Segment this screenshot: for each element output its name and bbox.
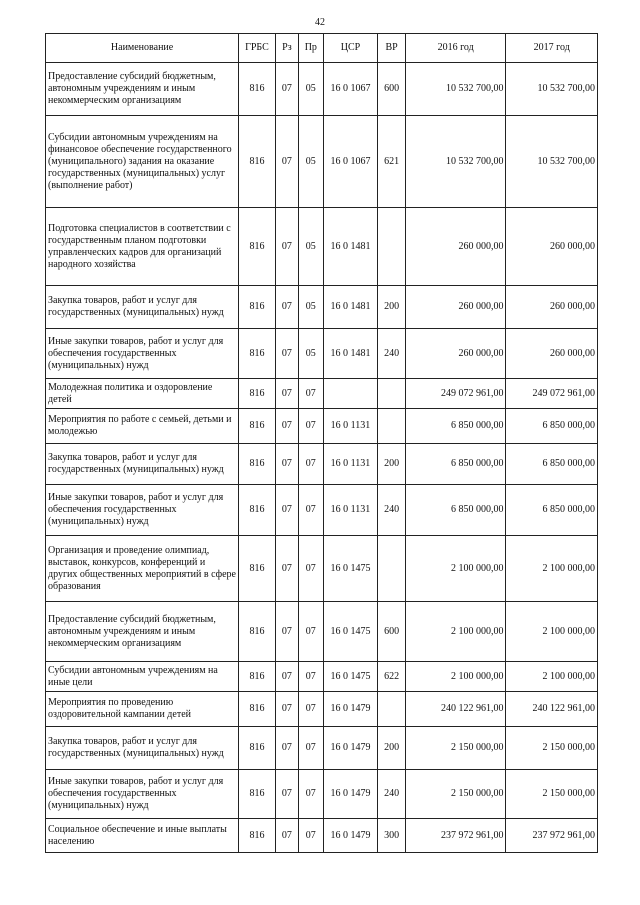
row-vr bbox=[378, 409, 405, 444]
row-pr: 05 bbox=[299, 286, 323, 329]
row-pr: 07 bbox=[299, 444, 323, 485]
row-grbs: 816 bbox=[239, 536, 276, 602]
row-rz: 07 bbox=[275, 116, 298, 208]
row-grbs: 816 bbox=[239, 662, 276, 692]
table-row bbox=[46, 536, 598, 602]
row-vr bbox=[378, 379, 405, 409]
row-vr: 240 bbox=[378, 485, 405, 536]
row-csr: 16 0 1131 bbox=[323, 444, 378, 485]
row-csr: 16 0 1481 bbox=[323, 329, 378, 379]
table-row bbox=[46, 329, 598, 379]
row-2016: 2 100 000,00 bbox=[405, 602, 506, 662]
row-grbs: 816 bbox=[239, 485, 276, 536]
row-vr: 622 bbox=[378, 662, 405, 692]
table-row bbox=[46, 485, 598, 536]
header-csr: ЦСР bbox=[323, 34, 378, 63]
page-number: 42 bbox=[315, 17, 325, 28]
row-2017: 260 000,00 bbox=[506, 329, 598, 379]
row-csr: 16 0 1475 bbox=[323, 662, 378, 692]
row-grbs: 816 bbox=[239, 770, 276, 819]
row-grbs: 816 bbox=[239, 692, 276, 727]
row-vr: 200 bbox=[378, 727, 405, 770]
row-rz: 07 bbox=[275, 329, 298, 379]
row-2016: 249 072 961,00 bbox=[405, 379, 506, 409]
row-2016: 237 972 961,00 bbox=[405, 819, 506, 853]
row-2016: 240 122 961,00 bbox=[405, 692, 506, 727]
row-vr: 300 bbox=[378, 819, 405, 853]
row-name: Мероприятия по работе с семьей, детьми и молодежью bbox=[46, 409, 239, 444]
row-name: Иные закупки товаров, работ и услуг для обеспечения государственных (муниципальных) нужд bbox=[46, 770, 239, 819]
row-pr: 05 bbox=[299, 329, 323, 379]
row-2017: 249 072 961,00 bbox=[506, 379, 598, 409]
row-grbs: 816 bbox=[239, 602, 276, 662]
row-name: Субсидии автономным учреждениям на финансовое обеспечение государственного (муниципального) задания на оказание государственных (муниципальных) услуг (выполнение работ) bbox=[46, 116, 239, 208]
row-csr: 16 0 1067 bbox=[323, 116, 378, 208]
row-csr: 16 0 1479 bbox=[323, 819, 378, 853]
row-name: Закупка товаров, работ и услуг для государственных (муниципальных) нужд bbox=[46, 444, 239, 485]
row-name: Организация и проведение олимпиад, выставок, конкурсов, конференций и других общественных мероприятий в сфере образования bbox=[46, 536, 239, 602]
row-grbs: 816 bbox=[239, 329, 276, 379]
row-name: Иные закупки товаров, работ и услуг для обеспечения государственных (муниципальных) нужд bbox=[46, 329, 239, 379]
row-vr: 200 bbox=[378, 444, 405, 485]
header-grbs: ГРБС bbox=[239, 34, 276, 63]
row-2016: 260 000,00 bbox=[405, 329, 506, 379]
table-row bbox=[46, 444, 598, 485]
row-vr: 600 bbox=[378, 63, 405, 116]
row-pr: 05 bbox=[299, 208, 323, 286]
row-vr: 240 bbox=[378, 329, 405, 379]
row-2017: 6 850 000,00 bbox=[506, 409, 598, 444]
row-pr: 07 bbox=[299, 727, 323, 770]
row-rz: 07 bbox=[275, 485, 298, 536]
row-rz: 07 bbox=[275, 662, 298, 692]
header-row bbox=[46, 34, 598, 63]
table-row bbox=[46, 602, 598, 662]
row-2016: 10 532 700,00 bbox=[405, 116, 506, 208]
row-csr: 16 0 1131 bbox=[323, 409, 378, 444]
header-2016: 2016 год bbox=[405, 34, 506, 63]
table-row bbox=[46, 63, 598, 116]
row-2017: 260 000,00 bbox=[506, 286, 598, 329]
row-2017: 6 850 000,00 bbox=[506, 485, 598, 536]
row-2016: 260 000,00 bbox=[405, 208, 506, 286]
table-row bbox=[46, 379, 598, 409]
row-pr: 07 bbox=[299, 536, 323, 602]
row-vr bbox=[378, 208, 405, 286]
header-name: Наименование bbox=[46, 34, 239, 63]
table-row bbox=[46, 286, 598, 329]
row-2017: 2 100 000,00 bbox=[506, 536, 598, 602]
row-rz: 07 bbox=[275, 602, 298, 662]
row-rz: 07 bbox=[275, 536, 298, 602]
row-csr: 16 0 1479 bbox=[323, 727, 378, 770]
row-vr: 200 bbox=[378, 286, 405, 329]
row-2017: 6 850 000,00 bbox=[506, 444, 598, 485]
row-vr: 621 bbox=[378, 116, 405, 208]
row-rz: 07 bbox=[275, 727, 298, 770]
row-csr: 16 0 1067 bbox=[323, 63, 378, 116]
row-grbs: 816 bbox=[239, 444, 276, 485]
row-csr: 16 0 1481 bbox=[323, 286, 378, 329]
row-name: Мероприятия по проведению оздоровительной кампании детей bbox=[46, 692, 239, 727]
row-csr: 16 0 1479 bbox=[323, 770, 378, 819]
row-pr: 07 bbox=[299, 662, 323, 692]
row-vr bbox=[378, 536, 405, 602]
row-name: Закупка товаров, работ и услуг для государственных (муниципальных) нужд bbox=[46, 286, 239, 329]
row-name: Социальное обеспечение и иные выплаты населению bbox=[46, 819, 239, 853]
row-name: Предоставление субсидий бюджетным, автономным учреждениям и иным некоммерческим организациям bbox=[46, 602, 239, 662]
table-row bbox=[46, 662, 598, 692]
row-grbs: 816 bbox=[239, 63, 276, 116]
row-2016: 2 100 000,00 bbox=[405, 662, 506, 692]
row-name: Предоставление субсидий бюджетным, автономным учреждениям и иным некоммерческим организациям bbox=[46, 63, 239, 116]
header-vr: ВР bbox=[378, 34, 405, 63]
row-csr: 16 0 1131 bbox=[323, 485, 378, 536]
row-2016: 10 532 700,00 bbox=[405, 63, 506, 116]
row-2016: 6 850 000,00 bbox=[405, 409, 506, 444]
row-pr: 07 bbox=[299, 770, 323, 819]
row-name: Иные закупки товаров, работ и услуг для обеспечения государственных (муниципальных) нужд bbox=[46, 485, 239, 536]
row-grbs: 816 bbox=[239, 819, 276, 853]
row-rz: 07 bbox=[275, 63, 298, 116]
row-grbs: 816 bbox=[239, 379, 276, 409]
row-pr: 07 bbox=[299, 819, 323, 853]
row-csr: 16 0 1481 bbox=[323, 208, 378, 286]
row-2016: 2 100 000,00 bbox=[405, 536, 506, 602]
row-rz: 07 bbox=[275, 819, 298, 853]
row-pr: 05 bbox=[299, 63, 323, 116]
row-2016: 260 000,00 bbox=[405, 286, 506, 329]
row-2017: 237 972 961,00 bbox=[506, 819, 598, 853]
row-pr: 07 bbox=[299, 485, 323, 536]
row-name: Закупка товаров, работ и услуг для государственных (муниципальных) нужд bbox=[46, 727, 239, 770]
table-row bbox=[46, 409, 598, 444]
row-csr: 16 0 1479 bbox=[323, 692, 378, 727]
budget-table bbox=[45, 33, 598, 853]
row-name: Субсидии автономным учреждениям на иные цели bbox=[46, 662, 239, 692]
row-csr: 16 0 1475 bbox=[323, 602, 378, 662]
row-2017: 2 100 000,00 bbox=[506, 602, 598, 662]
row-rz: 07 bbox=[275, 409, 298, 444]
table-row bbox=[46, 116, 598, 208]
row-2017: 240 122 961,00 bbox=[506, 692, 598, 727]
row-rz: 07 bbox=[275, 692, 298, 727]
table-row bbox=[46, 770, 598, 819]
row-pr: 07 bbox=[299, 692, 323, 727]
row-pr: 07 bbox=[299, 409, 323, 444]
row-csr bbox=[323, 379, 378, 409]
row-grbs: 816 bbox=[239, 116, 276, 208]
row-pr: 07 bbox=[299, 602, 323, 662]
row-rz: 07 bbox=[275, 444, 298, 485]
header-rz: Рз bbox=[275, 34, 298, 63]
row-pr: 07 bbox=[299, 379, 323, 409]
row-2017: 2 100 000,00 bbox=[506, 662, 598, 692]
row-csr: 16 0 1475 bbox=[323, 536, 378, 602]
row-grbs: 816 bbox=[239, 286, 276, 329]
header-2017: 2017 год bbox=[506, 34, 598, 63]
row-rz: 07 bbox=[275, 208, 298, 286]
row-2016: 6 850 000,00 bbox=[405, 444, 506, 485]
row-vr: 240 bbox=[378, 770, 405, 819]
row-pr: 05 bbox=[299, 116, 323, 208]
row-name: Подготовка специалистов в соответствии с государственным планом подготовки управленческих кадров для организаций народного хозяйства bbox=[46, 208, 239, 286]
row-grbs: 816 bbox=[239, 208, 276, 286]
row-rz: 07 bbox=[275, 379, 298, 409]
row-vr bbox=[378, 692, 405, 727]
row-name: Молодежная политика и оздоровление детей bbox=[46, 379, 239, 409]
row-2016: 2 150 000,00 bbox=[405, 770, 506, 819]
table-row bbox=[46, 727, 598, 770]
row-rz: 07 bbox=[275, 770, 298, 819]
row-grbs: 816 bbox=[239, 727, 276, 770]
row-2017: 10 532 700,00 bbox=[506, 63, 598, 116]
row-2016: 6 850 000,00 bbox=[405, 485, 506, 536]
table-row bbox=[46, 692, 598, 727]
row-grbs: 816 bbox=[239, 409, 276, 444]
table-row bbox=[46, 208, 598, 286]
row-vr: 600 bbox=[378, 602, 405, 662]
header-pr: Пр bbox=[299, 34, 323, 63]
row-2016: 2 150 000,00 bbox=[405, 727, 506, 770]
row-2017: 10 532 700,00 bbox=[506, 116, 598, 208]
row-rz: 07 bbox=[275, 286, 298, 329]
row-2017: 2 150 000,00 bbox=[506, 727, 598, 770]
row-2017: 260 000,00 bbox=[506, 208, 598, 286]
row-2017: 2 150 000,00 bbox=[506, 770, 598, 819]
table-row bbox=[46, 819, 598, 853]
